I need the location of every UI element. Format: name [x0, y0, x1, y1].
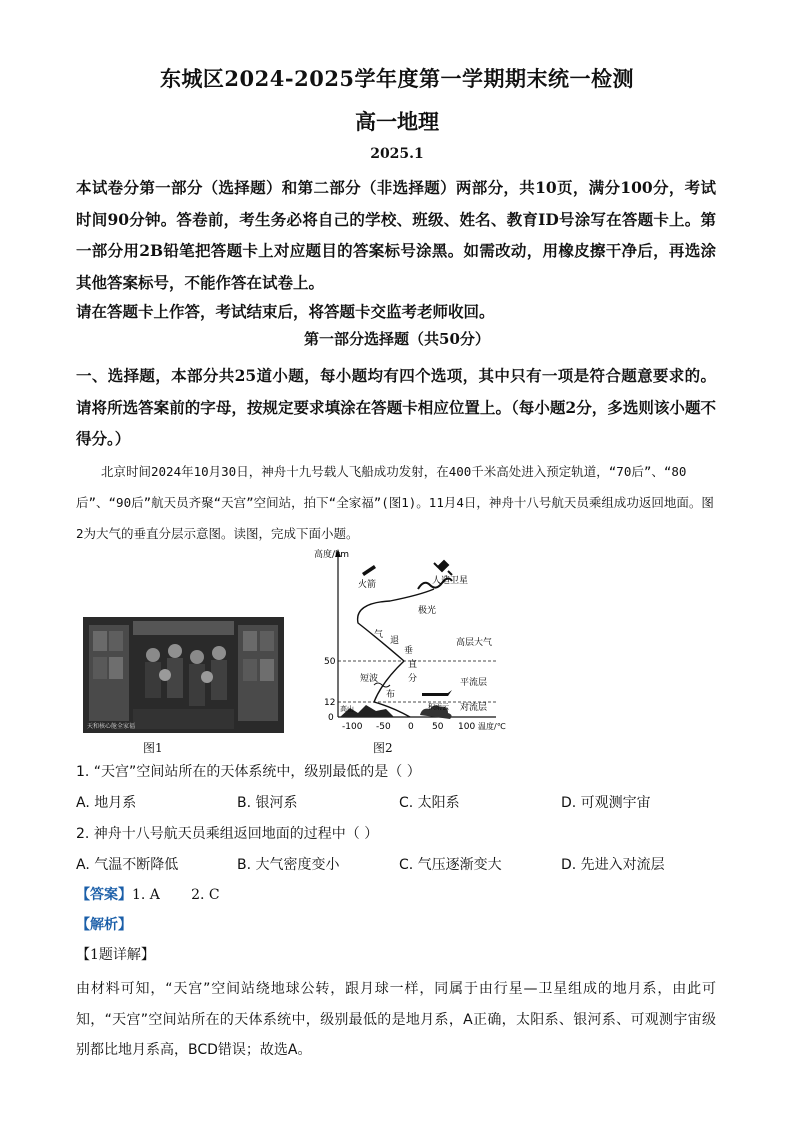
- xtick-minus50: -50: [376, 722, 391, 732]
- ytick-0: 0: [328, 713, 334, 723]
- label-satellite: 人造卫星: [432, 576, 469, 586]
- xtick-0: 0: [408, 722, 414, 732]
- figure2-atmosphere-diagram: [310, 545, 510, 735]
- q2-option-a: A. 气温不断降低: [76, 857, 179, 873]
- figure2-caption: 图2: [373, 741, 393, 755]
- satellite-mark: [434, 561, 452, 575]
- exam-date: 2025.1: [370, 146, 424, 162]
- q1-option-d: D. 可观测宇宙: [561, 795, 651, 811]
- label-stratosphere: 平流层: [460, 678, 488, 688]
- label-bu: 布: [386, 690, 396, 700]
- rocket-mark: [362, 565, 376, 576]
- q1-option-a: A. 地月系: [76, 795, 137, 811]
- figure1-photo: [83, 617, 284, 733]
- q2-option-c: C. 气压逐渐变大: [399, 857, 502, 873]
- label-cloud: 积雨云: [428, 703, 449, 711]
- label-chui: 垂: [404, 646, 414, 656]
- answer-label: 【答案】: [76, 887, 132, 903]
- ytick-12: 12: [324, 698, 336, 708]
- xtick-100: 100: [458, 722, 476, 732]
- label-qi: 气: [374, 630, 384, 640]
- ytick-50: 50: [324, 657, 336, 667]
- question-material: 北京时间2024年10月30日，神舟十九号载人飞船成功发射，在400千米高处进入预定轨道，“70后”、“80后”、“90后”航天员齐聚“天宫”空间站，拍下“全家福”(图1)。11月4日，神舟十八号航天员乘组成功返回地面。图2为大气的垂直分层示意图。读图，完成下面小题。: [76, 464, 714, 541]
- label-shortwave: 短波: [360, 674, 379, 684]
- label-upper-atmosphere: 高层大气: [456, 638, 493, 648]
- label-aurora: 极光: [418, 606, 437, 616]
- question-2-stem: 2. 神舟十八号航天员乘组返回地面的过程中（ ）: [76, 826, 379, 842]
- photo-watermark: 天和核心舱全家福: [87, 723, 136, 730]
- label-troposphere: 对流层: [460, 703, 488, 713]
- label-mountain: 高山: [340, 705, 354, 713]
- q2-option-d: D. 先进入对流层: [561, 857, 665, 873]
- detail-label: 【1题详解】: [76, 947, 155, 963]
- section-heading: 第一部分选择题（共50分）: [304, 330, 490, 348]
- choice-instructions: 一、选择题，本部分共25道小题，每小题均有四个选项，其中只有一项是符合题意要求的。请将所选答案前的字母，按规定要求填涂在答题卡相应位置上。（每小题2分，多选则该小题不得分。）: [76, 366, 716, 448]
- label-fen: 分: [408, 674, 418, 684]
- detail-text: 由材料可知，“天宫”空间站绕地球公转，跟月球一样，同属于由行星—卫星组成的地月系，由此可知，“天宫”空间站所在的天体系统中，级别最低的是地月系，A正确，太阳系、银河系、可观测宇宙级别都比地月系高，BCD错误；故选A。: [76, 981, 716, 1058]
- figure1-caption: 图1: [143, 741, 163, 755]
- xlabel: 温度/℃: [478, 722, 506, 731]
- question-1-stem: 1. “天宫”空间站所在的天体系统中，级别最低的是（ ）: [76, 764, 421, 780]
- exam-title: 东城区2024-2025学年度第一学期期末统一检测: [159, 66, 635, 91]
- q1-option-b: B. 银河系: [237, 795, 298, 811]
- label-rocket: 火箭: [358, 580, 377, 590]
- xtick-minus100: -100: [342, 722, 363, 732]
- exam-subject: 高一地理: [355, 109, 439, 134]
- ylabel: 高度/km: [314, 550, 350, 560]
- answer-line: [76, 884, 220, 904]
- answer-text: 1. A 2. C: [132, 887, 220, 903]
- xtick-50: 50: [432, 722, 444, 732]
- analysis-label: 【解析】: [76, 917, 132, 933]
- q2-option-b: B. 大气密度变小: [237, 857, 340, 873]
- exam-instructions-intro: 本试卷分第一部分（选择题）和第二部分（非选择题）两部分，共10页，满分100分，考试时间90分钟。答卷前，考生务必将自己的学校、班级、姓名、教育ID号涂写在答题卡上。第一部分用2B铅笔把答题卡上对应题目的答案标号涂黑。如需改动，用橡皮擦干净后，再选涂其他答案标号，不能作答在试卷上。: [76, 178, 716, 292]
- label-zhi: 直: [408, 660, 418, 670]
- label-tui: 退: [390, 636, 400, 646]
- exam-note: 请在答题卡上作答，考试结束后，将答题卡交监考老师收回。: [76, 302, 495, 321]
- airplane-mark: [422, 690, 452, 696]
- q1-option-c: C. 太阳系: [399, 795, 460, 811]
